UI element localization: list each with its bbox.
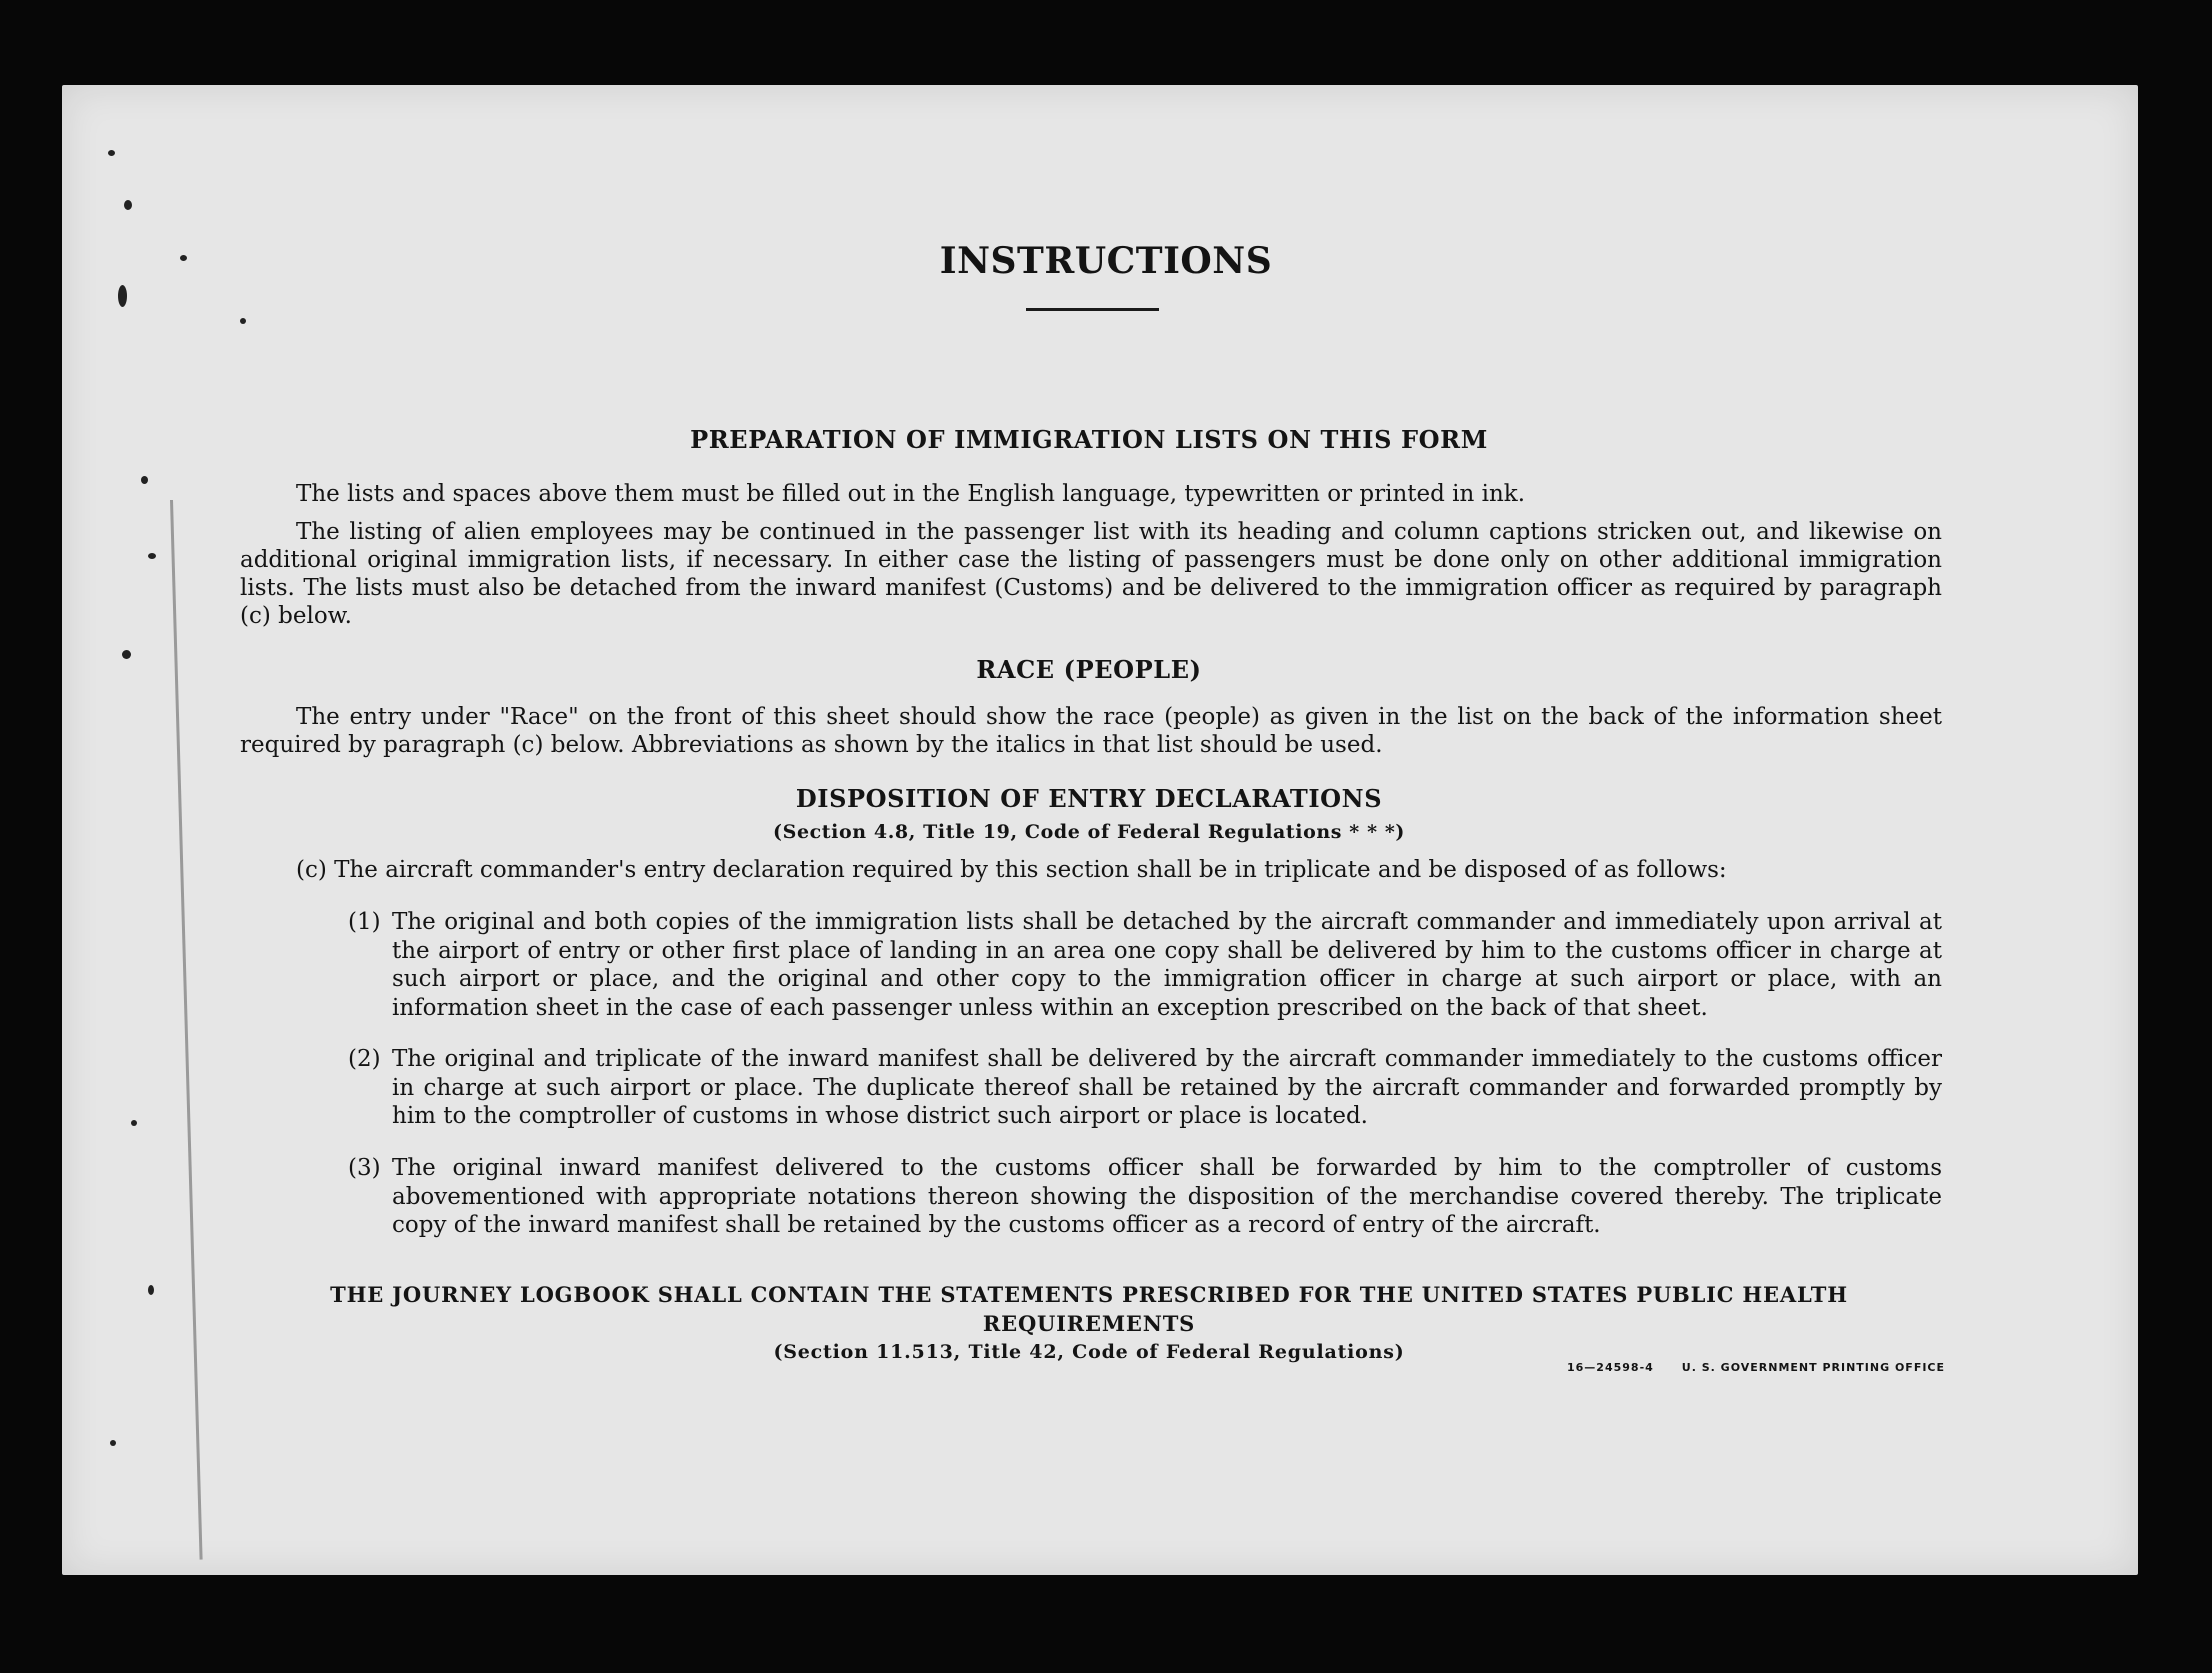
prep-paragraph-1: The lists and spaces above them must be filled out in the English language, typewritten or printed in ink. xyxy=(296,481,1526,507)
item-number: (1) xyxy=(348,909,381,935)
disposition-subheading: (Section 4.8, Title 19, Code of Federal Regulations * * *) xyxy=(773,821,1405,843)
footer-line-1: THE JOURNEY LOGBOOK SHALL CONTAIN THE STATEMENTS PRESCRIBED FOR THE UNITED STATES PUBLIC HEALTH REQUIREMENTS xyxy=(330,1282,1848,1336)
item-text: The original and triplicate of the inward manifest shall be delivered by the aircraft commander immediately to the customs officer in charge at such airport or place. The duplicate thereof shall be retained by the aircraft commander and forwarded promptly by him to the comptroller of customs in whose district such airport or place is located. xyxy=(392,1046,1942,1129)
prep-paragraph-2: The listing of alien employees may be continued in the passenger list with its heading and column captions stricken out, and likewise on additional original immigration lists, if necessary. In either case the listing of passengers must be done only on other additional immigration lists. The lists must also be detached from the inward manifest (Customs) and be delivered to the immigration officer as required by paragraph (c) below. xyxy=(240,519,1942,629)
race-heading: RACE (PEOPLE) xyxy=(976,655,1202,684)
disposition-intro: (c) The aircraft commander's entry declaration required by this section shall be in triplicate and be disposed of as follows: xyxy=(296,857,1727,883)
disposition-item-1 xyxy=(348,908,1942,1022)
footer-notice xyxy=(236,1280,1942,1367)
item-number: (3) xyxy=(348,1155,381,1181)
disposition-heading: DISPOSITION OF ENTRY DECLARATIONS xyxy=(795,784,1383,813)
form-code: 16—24598-4 xyxy=(1567,1361,1654,1374)
page-title: INSTRUCTIONS xyxy=(939,240,1273,282)
prep-heading: PREPARATION OF IMMIGRATION LISTS ON THIS FORM xyxy=(690,425,1488,454)
item-text: The original inward manifest delivered to the customs officer shall be forwarded by him to the comptroller of customs abovementioned with appropriate notations thereon showing the disposition of the merchandise covered thereby. The triplicate copy of the inward manifest shall be retained by the customs officer as a record of entry of the aircraft. xyxy=(392,1155,1942,1238)
printer-imprint xyxy=(1567,1361,1973,1374)
item-number: (2) xyxy=(348,1046,381,1072)
footer-line-2: (Section 11.513, Title 42, Code of Federal Regulations) xyxy=(773,1341,1405,1363)
printing-office: U. S. GOVERNMENT PRINTING OFFICE xyxy=(1681,1361,1946,1374)
race-paragraph: The entry under "Race" on the front of this sheet should show the race (people) as given in the list on the back of the information sheet required by paragraph (c) below. Abbreviations as shown by the italics in that list should be used. xyxy=(240,704,1942,758)
disposition-item-3 xyxy=(348,1154,1942,1240)
disposition-item-2 xyxy=(348,1045,1942,1131)
item-text: The original and both copies of the immigration lists shall be detached by the aircraft commander and immediately upon arrival at the airport of entry or other first place of landing in an area one copy shall be delivered by him to the customs officer in charge at such airport or place, and the original and other copy to the immigration officer in charge at such airport or place, with an information sheet in the case of each passenger unless within an exception prescribed on the back of that sheet. xyxy=(392,909,1942,1021)
title-underline xyxy=(1026,308,1159,311)
